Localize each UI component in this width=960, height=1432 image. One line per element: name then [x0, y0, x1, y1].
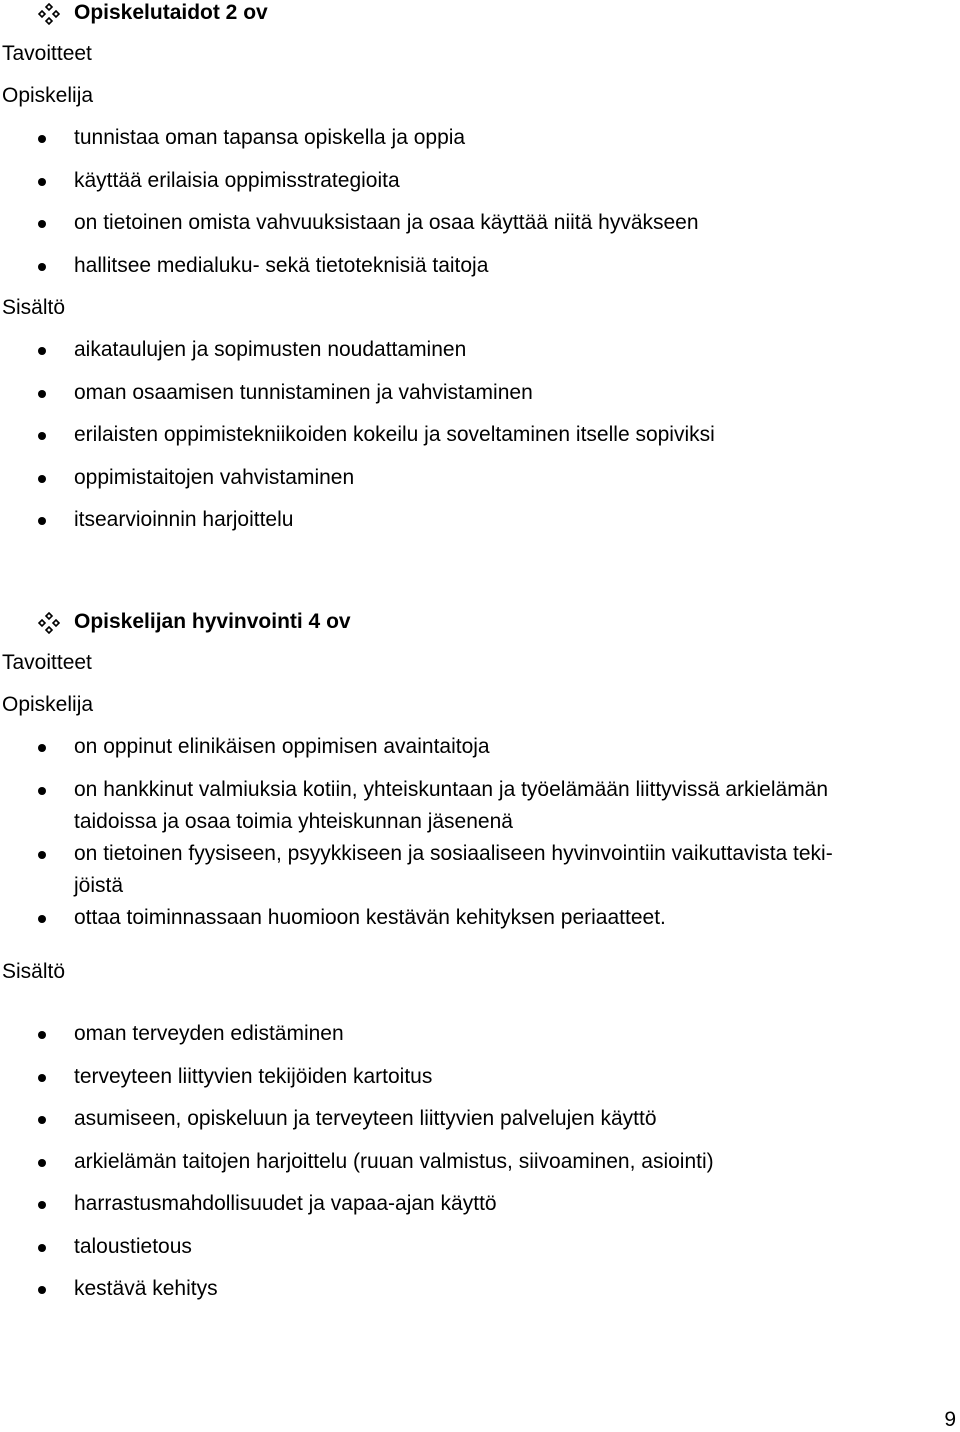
goals-label: Tavoitteet: [2, 42, 92, 65]
bullet-icon: [38, 135, 46, 143]
bullet-icon: [38, 432, 46, 440]
bullet-icon: [38, 263, 46, 271]
list-item: harrastusmahdollisuudet ja vapaa-ajan käyttö: [74, 1192, 497, 1215]
section-heading: Opiskelutaidot 2 ov: [74, 1, 268, 24]
list-item-continuation: jöistä: [74, 874, 124, 897]
list-item: oppimistaitojen vahvistaminen: [74, 466, 355, 489]
list-item: on hankkinut valmiuksia kotiin, yhteiskuntaan ja työelämään liittyvissä arkielämän: [74, 778, 829, 801]
section-heading: Opiskelijan hyvinvointi 4 ov: [74, 610, 351, 633]
bullet-icon: [38, 1031, 46, 1039]
list-item: oman terveyden edistäminen: [74, 1022, 344, 1045]
page-number: 9: [944, 1408, 956, 1431]
bullet-icon: [38, 178, 46, 186]
list-item: kestävä kehitys: [74, 1277, 218, 1300]
bullet-icon: [38, 1159, 46, 1167]
bullet-icon: [38, 915, 46, 923]
list-item: käyttää erilaisia oppimisstrategioita: [74, 169, 400, 192]
bullet-icon: [38, 1201, 46, 1209]
list-item: taloustietous: [74, 1235, 192, 1258]
list-item: asumiseen, opiskeluun ja terveyteen liittyvien palvelujen käyttö: [74, 1107, 657, 1130]
bullet-icon: [38, 1244, 46, 1252]
list-item: aikataulujen ja sopimusten noudattaminen: [74, 338, 467, 361]
student-label: Opiskelija: [2, 84, 94, 107]
bullet-icon: [38, 475, 46, 483]
bullet-icon: [38, 390, 46, 398]
diamond-bullet-icon: [38, 612, 60, 634]
bullet-icon: [38, 787, 46, 795]
list-item: oman osaamisen tunnistaminen ja vahvistaminen: [74, 381, 533, 404]
list-item: terveyteen liittyvien tekijöiden kartoitus: [74, 1065, 433, 1088]
list-item: hallitsee medialuku- sekä tietoteknisiä taitoja: [74, 254, 489, 277]
bullet-icon: [38, 517, 46, 525]
list-item: on tietoinen omista vahvuuksistaan ja osaa käyttää niitä hyväkseen: [74, 211, 699, 234]
content-label: Sisältö: [2, 960, 66, 983]
list-item-continuation: taidoissa ja osaa toimia yhteiskunnan jäsenenä: [74, 810, 513, 833]
list-item: tunnistaa oman tapansa opiskella ja oppia: [74, 126, 466, 149]
bullet-icon: [38, 1074, 46, 1082]
bullet-icon: [38, 851, 46, 859]
content-label: Sisältö: [2, 296, 66, 319]
bullet-icon: [38, 744, 46, 752]
bullet-icon: [38, 1286, 46, 1294]
goals-label: Tavoitteet: [2, 651, 92, 674]
list-item: on tietoinen fyysiseen, psyykkiseen ja sosiaaliseen hyvinvointiin vaikuttavista teki-: [74, 842, 833, 865]
list-item: itsearvioinnin harjoittelu: [74, 508, 294, 531]
bullet-icon: [38, 220, 46, 228]
student-label: Opiskelija: [2, 693, 94, 716]
bullet-icon: [38, 1116, 46, 1124]
bullet-icon: [38, 347, 46, 355]
list-item: ottaa toiminnassaan huomioon kestävän kehityksen periaatteet.: [74, 906, 666, 929]
list-item: on oppinut elinikäisen oppimisen avaintaitoja: [74, 735, 490, 758]
list-item: erilaisten oppimistekniikoiden kokeilu ja soveltaminen itselle sopiviksi: [74, 423, 715, 446]
diamond-bullet-icon: [38, 3, 60, 25]
list-item: arkielämän taitojen harjoittelu (ruuan valmistus, siivoaminen, asiointi): [74, 1150, 714, 1173]
